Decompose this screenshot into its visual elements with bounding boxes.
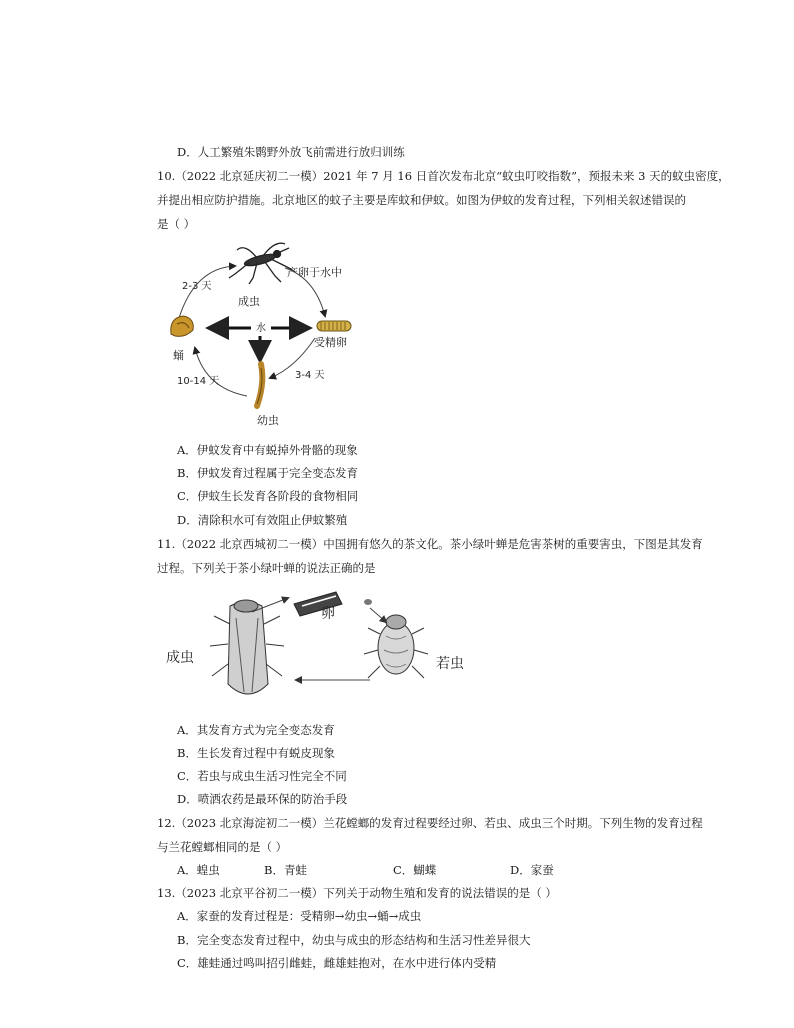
leafhopper-lifecycle-figure	[160, 584, 480, 708]
q13-option-c: C．雄蛙通过鸣叫招引雌蛙，雌雄蛙抱对，在水中进行体内受精	[177, 956, 497, 970]
q11-stem-line2: 过程。下列关于茶小绿叶蝉的说法正确的是	[157, 561, 376, 575]
q11-option-d: D．喷洒农药是最环保的防治手段	[177, 792, 348, 806]
pupa-icon	[171, 316, 194, 336]
q10-option-b: B．伊蚊发育过程属于完全变态发育	[177, 466, 358, 480]
stage-larva-label: 幼虫	[257, 414, 279, 427]
q12-option-a: A．蝗虫	[177, 863, 220, 877]
q11-option-b: B．生长发育过程中有蜕皮现象	[177, 746, 335, 760]
stage-adult-label: 成虫	[238, 295, 260, 308]
q10-stem-line3: 是（ ）	[157, 217, 196, 231]
stage-adult-label: 成虫	[166, 650, 194, 666]
arrow-pupa-to-adult	[179, 266, 235, 318]
leafhopper-nymph-icon	[364, 615, 428, 678]
egg-raft-icon	[317, 321, 351, 331]
lay-eggs-label: 产卵于水中	[287, 266, 342, 279]
q13-option-b: B．完全变态发育过程中，幼虫与成虫的形态结构和生活习性差异很大	[177, 933, 531, 947]
q12-stem-line1: 12.（2023 北京海淀初二一模）兰花螳螂的发育过程要经过卵、若虫、成虫三个时期。下列生物的发育过程	[157, 816, 703, 830]
q13-option-a: A．家蚕的发育过程是：受精卵→幼虫→蛹→成虫	[177, 909, 422, 923]
q10-option-a: A．伊蚊发育中有蜕掉外骨骼的现象	[177, 443, 358, 457]
leafhopper-adult-icon	[210, 600, 284, 694]
q13-stem-line1: 13.（2023 北京平谷初二一模）下列关于动物生殖和发育的说法错误的是（ ）	[157, 886, 557, 900]
stage-pupa-label: 蛹	[173, 349, 184, 362]
duration-egg-larva: 3-4 天	[295, 370, 325, 381]
larva-icon	[257, 364, 262, 406]
q11-option-c: C．若虫与成虫生活习性完全不同	[177, 769, 347, 783]
duration-larva-pupa: 10-14 天	[177, 376, 220, 387]
q10-stem-line1: 10.（2022 北京延庆初二一模）2021 年 7 月 16 日首次发布北京“蚊虫叮咬指数”，预报未来 3 天的蚊虫密度，	[157, 169, 730, 183]
q9-option-d: D．人工繁殖朱鹮野外放飞前需进行放归训练	[177, 145, 405, 159]
arrow-larva-to-pupa	[195, 348, 247, 396]
stage-egg-label: 卵	[321, 606, 335, 622]
q12-stem-line2: 与兰花螳螂相同的是（ ）	[157, 840, 288, 854]
q10-stem-line2: 并提出相应防护措施。北京地区的蚊子主要是库蚊和伊蚊。如图为伊蚊的发育过程，下列相关叙述错误的	[157, 193, 686, 207]
arrow-egg-to-nymph	[370, 608, 386, 622]
water-label: 水	[256, 323, 266, 334]
stage-egg-label: 受精卵	[314, 336, 347, 349]
q11-option-a: A．其发育方式为完全变态发育	[177, 723, 335, 737]
q12-option-d: D．家蚕	[510, 863, 554, 877]
q11-stem-line1: 11.（2022 北京西城初二一模）中国拥有悠久的茶文化。茶小绿叶蝉是危害茶树的重要害虫，下图是其发育	[157, 537, 703, 551]
mosquito-lifecycle-figure	[165, 238, 375, 430]
duration-pupa-adult: 2-3 天	[182, 281, 212, 292]
mosquito-icon	[229, 243, 295, 284]
stage-nymph-label: 若虫	[436, 656, 464, 672]
q12-option-b: B．青蛙	[264, 863, 307, 877]
q12-option-c: C．蝴蝶	[393, 863, 437, 877]
q10-option-d: D．清除积水可有效阻止伊蚊繁殖	[177, 513, 348, 527]
q10-option-c: C．伊蚊生长发育各阶段的食物相同	[177, 489, 359, 503]
